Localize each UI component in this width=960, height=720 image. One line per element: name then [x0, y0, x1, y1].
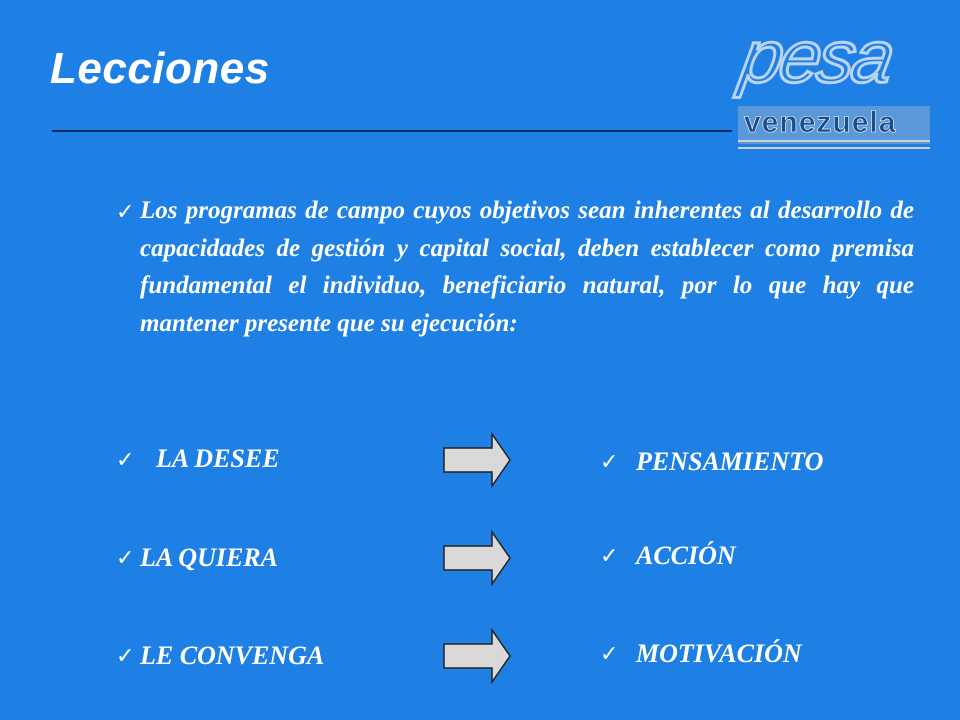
right-arrow-icon	[442, 628, 512, 684]
list-item-right: ACCIÓN	[636, 541, 736, 570]
check-icon: ✓	[116, 546, 135, 571]
list-item-left: LE CONVENGA	[140, 641, 325, 670]
logo-text-venezuela: venezuela	[744, 106, 897, 139]
list-item-right: MOTIVACIÓN	[636, 639, 802, 668]
list-item-right: PENSAMIENTO	[636, 447, 824, 476]
right-arrow-icon	[442, 432, 512, 488]
check-icon: ✓	[600, 642, 619, 667]
check-icon: ✓	[600, 544, 619, 569]
logo-text-pesa: pesa	[735, 14, 899, 98]
check-icon: ✓	[116, 644, 135, 669]
check-icon: ✓	[116, 200, 135, 225]
list-item-left: LA DESEE	[156, 444, 280, 473]
list-item-left: LA QUIERA	[140, 543, 278, 572]
right-arrow-icon	[442, 530, 512, 586]
pesa-venezuela-logo	[724, 14, 934, 154]
title-underline	[52, 130, 732, 132]
check-icon: ✓	[116, 448, 135, 473]
check-icon: ✓	[600, 450, 619, 475]
body-paragraph: Los programas de campo cuyos objetivos sean inherentes al desarrollo de capacidades de gestión y capital social, deben establecer como premisa fundamental el individuo, beneficiario natural, por lo que hay que mantener presente que su ejecución:	[140, 197, 914, 337]
slide-title: Lecciones	[50, 44, 270, 93]
